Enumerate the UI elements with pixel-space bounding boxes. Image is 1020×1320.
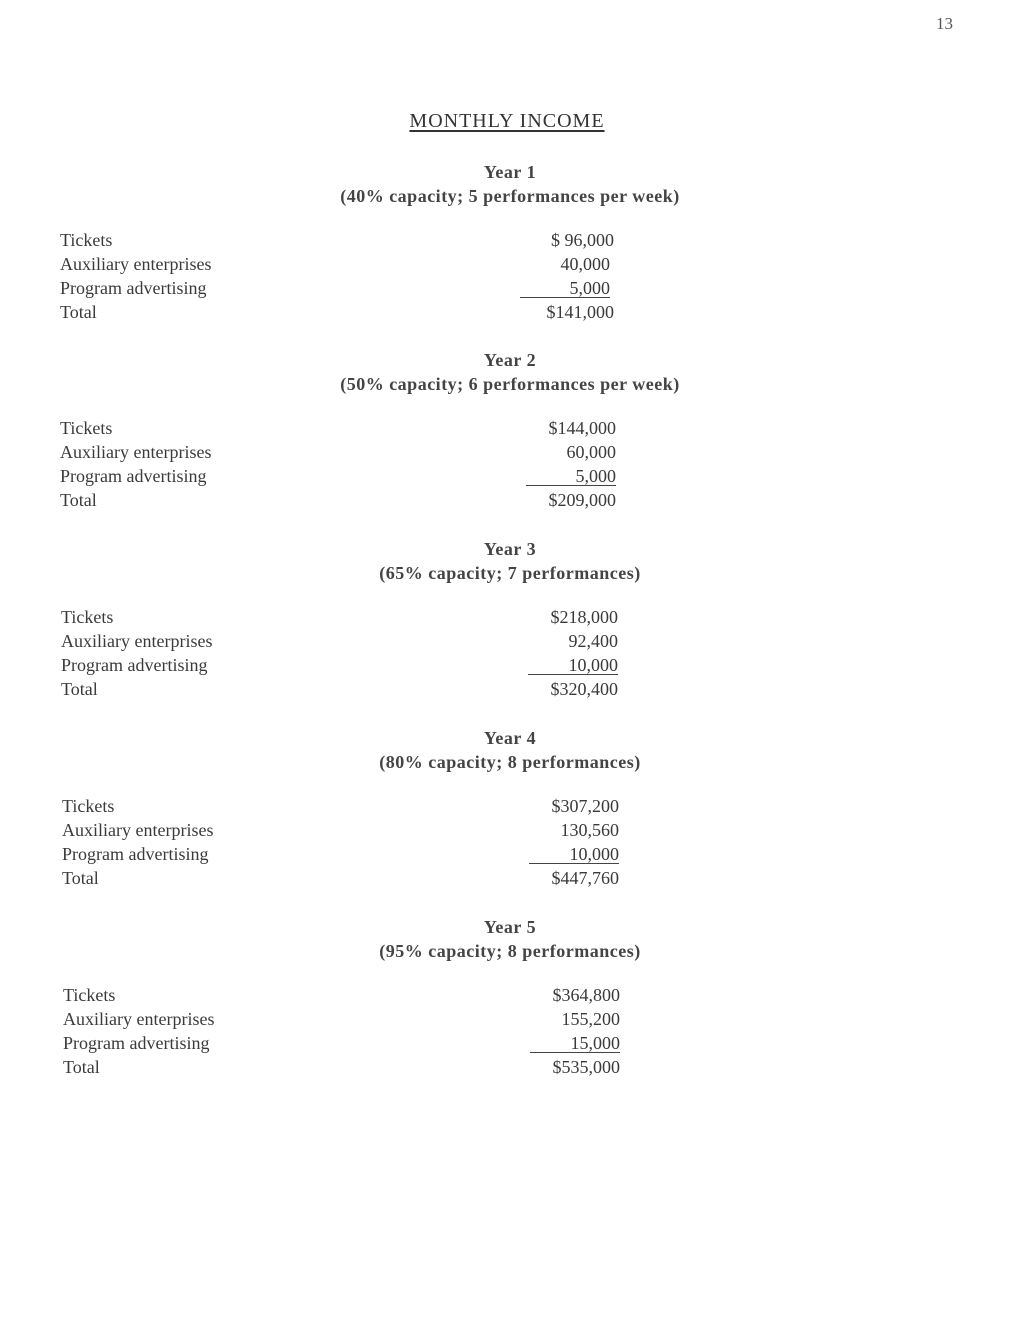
row-label: Program advertising [63,1033,210,1053]
page-number: 13 [936,14,953,33]
capacity-note: (50% capacity; 6 performances per week) [340,374,680,394]
income-row-auxiliary [0,1007,1020,1031]
row-label: Total [60,490,97,510]
row-amount: $535,000 [552,1057,620,1077]
row-label: Program advertising [62,844,209,864]
income-row-advertising [0,464,1020,488]
income-row-tickets [0,983,1020,1007]
row-amount: 130,560 [560,820,619,840]
income-row-total [0,488,1020,512]
row-amount: $364,800 [552,985,620,1005]
row-label: Total [62,868,99,888]
income-row-advertising [0,1031,1020,1055]
year-1-section [0,160,1020,340]
row-amount: $209,000 [548,490,616,510]
year-3-section [0,537,1020,717]
capacity-note: (40% capacity; 5 performances per week) [340,186,680,206]
income-row-total [0,866,1020,890]
row-label: Total [61,679,98,699]
row-label: Program advertising [61,655,208,675]
income-row-advertising [0,276,1020,300]
year-heading [0,348,1020,396]
income-row-auxiliary [0,252,1020,276]
row-amount: 10,000 [529,842,619,864]
row-label: Tickets [60,230,113,250]
income-row-advertising [0,653,1020,677]
year-label: Year 3 [483,539,537,559]
income-table [0,416,1020,512]
year-heading [0,160,1020,208]
row-amount: 92,400 [568,631,618,651]
row-label: Program advertising [60,278,207,298]
income-table [0,794,1020,890]
row-amount: 60,000 [566,442,616,462]
page-title: MONTHLY INCOME [409,110,605,132]
year-5-section [0,915,1020,1095]
income-table [0,605,1020,701]
row-amount: 15,000 [530,1031,620,1053]
row-amount: 40,000 [560,254,610,274]
row-label: Total [60,302,97,322]
row-amount: $141,000 [546,302,614,322]
row-label: Auxiliary enterprises [60,254,212,274]
row-label: Auxiliary enterprises [61,631,213,651]
capacity-note: (95% capacity; 8 performances) [379,941,641,961]
income-row-auxiliary [0,818,1020,842]
row-amount: $218,000 [550,607,618,627]
row-label: Auxiliary enterprises [60,442,212,462]
row-amount: 155,200 [561,1009,620,1029]
row-label: Tickets [62,796,115,816]
year-4-section [0,726,1020,906]
row-label: Auxiliary enterprises [63,1009,215,1029]
income-table [0,228,1020,324]
row-amount: 5,000 [526,464,616,486]
year-heading [0,726,1020,774]
row-label: Program advertising [60,466,207,486]
income-row-advertising [0,842,1020,866]
row-amount: $144,000 [548,418,616,438]
income-row-tickets [0,605,1020,629]
income-table [0,983,1020,1079]
income-row-tickets [0,228,1020,252]
row-label: Tickets [63,985,116,1005]
year-label: Year 1 [483,162,537,182]
row-amount: 10,000 [528,653,618,675]
row-label: Tickets [61,607,114,627]
row-label: Auxiliary enterprises [62,820,214,840]
row-amount: $320,400 [550,679,618,699]
income-row-total [0,1055,1020,1079]
income-row-tickets [0,416,1020,440]
year-label: Year 4 [483,728,537,748]
income-row-auxiliary [0,440,1020,464]
row-amount: $447,760 [551,868,619,888]
capacity-note: (80% capacity; 8 performances) [379,752,641,772]
year-heading [0,537,1020,585]
row-amount: $ 96,000 [551,230,614,250]
row-amount: 5,000 [520,276,610,298]
year-2-section [0,348,1020,528]
row-label: Total [63,1057,100,1077]
income-row-total [0,677,1020,701]
year-heading [0,915,1020,963]
year-label: Year 5 [483,917,537,937]
capacity-note: (65% capacity; 7 performances) [379,563,641,583]
row-amount: $307,200 [551,796,619,816]
income-row-total [0,300,1020,324]
income-row-tickets [0,794,1020,818]
year-label: Year 2 [483,350,537,370]
income-row-auxiliary [0,629,1020,653]
row-label: Tickets [60,418,113,438]
